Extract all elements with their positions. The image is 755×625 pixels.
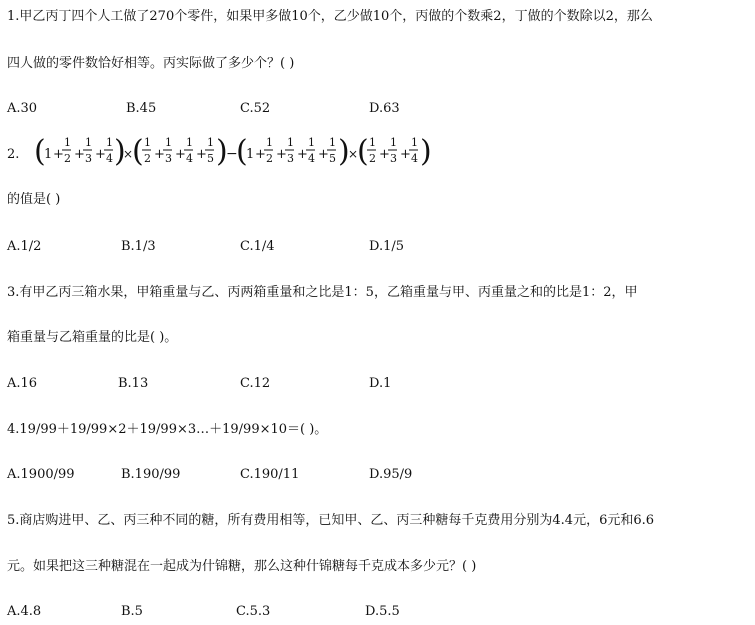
option-d[interactable]: D.63 [369,101,400,116]
question-1-options [7,100,747,118]
option-c[interactable]: C.1/4 [240,239,275,254]
fraction-1-5 [327,136,336,165]
svg-text:1: 1 [266,136,273,149]
times-sign: × [123,147,134,161]
svg-text:1: 1 [106,136,113,149]
svg-text:1: 1 [85,136,92,149]
fraction-1-5 [205,136,214,165]
option-b[interactable]: B.45 [126,101,157,116]
svg-text:1: 1 [411,136,418,149]
option-d[interactable]: D.1/5 [369,239,405,254]
svg-text:1: 1 [165,136,172,149]
option-c[interactable]: C.5.3 [236,604,271,619]
minus-sign: − [226,146,238,162]
svg-text:3: 3 [85,152,92,165]
plus-sign: + [255,147,266,162]
plus-sign: + [53,147,64,162]
svg-text:2: 2 [144,152,151,165]
option-a[interactable]: A.30 [7,101,38,116]
term-one: 1 [246,147,255,162]
svg-text:3: 3 [165,152,172,165]
option-c[interactable]: C.52 [240,101,271,116]
svg-text:4: 4 [308,152,315,165]
svg-text:2: 2 [266,152,273,165]
plus-sign: + [154,147,165,162]
svg-text:4: 4 [106,152,113,165]
question-2-number: 2. [7,147,20,162]
plus-sign: + [400,147,411,162]
svg-text:1: 1 [186,136,193,149]
question-5-line-1: 5.商店购进甲、乙、丙三种不同的糖，所有费用相等，已知甲、乙、丙三种糖每千克费用分别为4.4元，6元和6.6 [7,513,655,528]
option-a[interactable]: A.4.8 [7,604,42,619]
question-5-line-2: 元。如果把这三种糖混在一起成为什锦糖，那么这种什锦糖每千克成本多少元？( ) [7,559,477,574]
question-2-stem: 的值是( ) [7,192,61,207]
svg-text:1: 1 [144,136,151,149]
fraction-1-4 [184,136,193,165]
paren-open: ( [236,134,248,169]
option-d[interactable]: D.1 [369,376,392,391]
question-3-line-2: 箱重量与乙箱重量的比是( )。 [7,330,178,345]
plus-sign: + [95,147,106,162]
times-sign: × [348,147,359,161]
question-2-formula [30,128,440,178]
svg-text:1: 1 [287,136,294,149]
svg-text:2: 2 [64,152,71,165]
svg-text:1: 1 [390,136,397,149]
question-3-line-1: 3.有甲乙丙三箱水果，甲箱重量与乙、丙两箱重量和之比是1：5，乙箱重量与甲、丙重量之和的比是1：2，甲 [7,285,638,300]
paren-close: ) [338,134,350,169]
plus-sign: + [74,147,85,162]
question-1-line-1: 1.甲乙丙丁四个人工做了270个零件，如果甲多做10个，乙少做10个，丙做的个数乘2，丁做的个数除以2，那么 [7,9,653,24]
term-one: 1 [44,147,53,162]
fraction-1-3 [83,136,92,165]
plus-sign: + [379,147,390,162]
option-d[interactable]: D.5.5 [365,604,400,619]
fraction-1-4 [104,136,113,165]
svg-text:5: 5 [329,152,336,165]
svg-text:1: 1 [329,136,336,149]
svg-text:5: 5 [207,152,214,165]
plus-sign: + [276,147,287,162]
paren-open: ( [357,134,369,169]
fraction-1-4 [306,136,315,165]
svg-text:3: 3 [287,152,294,165]
option-d[interactable]: D.95/9 [369,467,413,482]
option-a[interactable]: A.16 [7,376,38,391]
svg-text:2: 2 [369,152,376,165]
fraction-1-2 [367,136,376,165]
svg-text:1: 1 [64,136,71,149]
svg-text:3: 3 [390,152,397,165]
question-4-options [7,466,747,484]
paren-open: ( [34,134,46,169]
option-c[interactable]: C.190/11 [240,467,300,482]
fraction-1-3 [388,136,397,165]
paren-close: ) [420,134,432,169]
formula-svg [30,128,440,178]
fraction-1-4 [409,136,418,165]
option-b[interactable]: B.13 [118,376,149,391]
question-5-options [7,603,747,621]
question-2-options [7,238,747,256]
plus-sign: + [175,147,186,162]
svg-text:1: 1 [308,136,315,149]
plus-sign: + [196,147,207,162]
option-a[interactable]: A.1900/99 [7,467,75,482]
question-3-options [7,375,747,393]
paren-open: ( [132,134,144,169]
option-c[interactable]: C.12 [240,376,271,391]
option-a[interactable]: A.1/2 [7,239,42,254]
plus-sign: + [297,147,308,162]
fraction-1-3 [163,136,172,165]
question-4-line-1: 4.19/99＋19/99×2＋19/99×3…＋19/99×10＝( )。 [7,422,328,437]
option-b[interactable]: B.5 [121,604,143,619]
fraction-1-2 [62,136,71,165]
question-1-line-2: 四人做的零件数恰好相等。丙实际做了多少个？( ) [7,56,295,71]
paren-close: ) [114,134,126,169]
paren-close: ) [216,134,228,169]
option-b[interactable]: B.190/99 [121,467,181,482]
svg-text:4: 4 [186,152,193,165]
fraction-1-2 [264,136,273,165]
fraction-1-2 [142,136,151,165]
fraction-1-3 [285,136,294,165]
svg-text:4: 4 [411,152,418,165]
svg-text:1: 1 [369,136,376,149]
svg-text:1: 1 [207,136,214,149]
option-b[interactable]: B.1/3 [121,239,156,254]
plus-sign: + [318,147,329,162]
